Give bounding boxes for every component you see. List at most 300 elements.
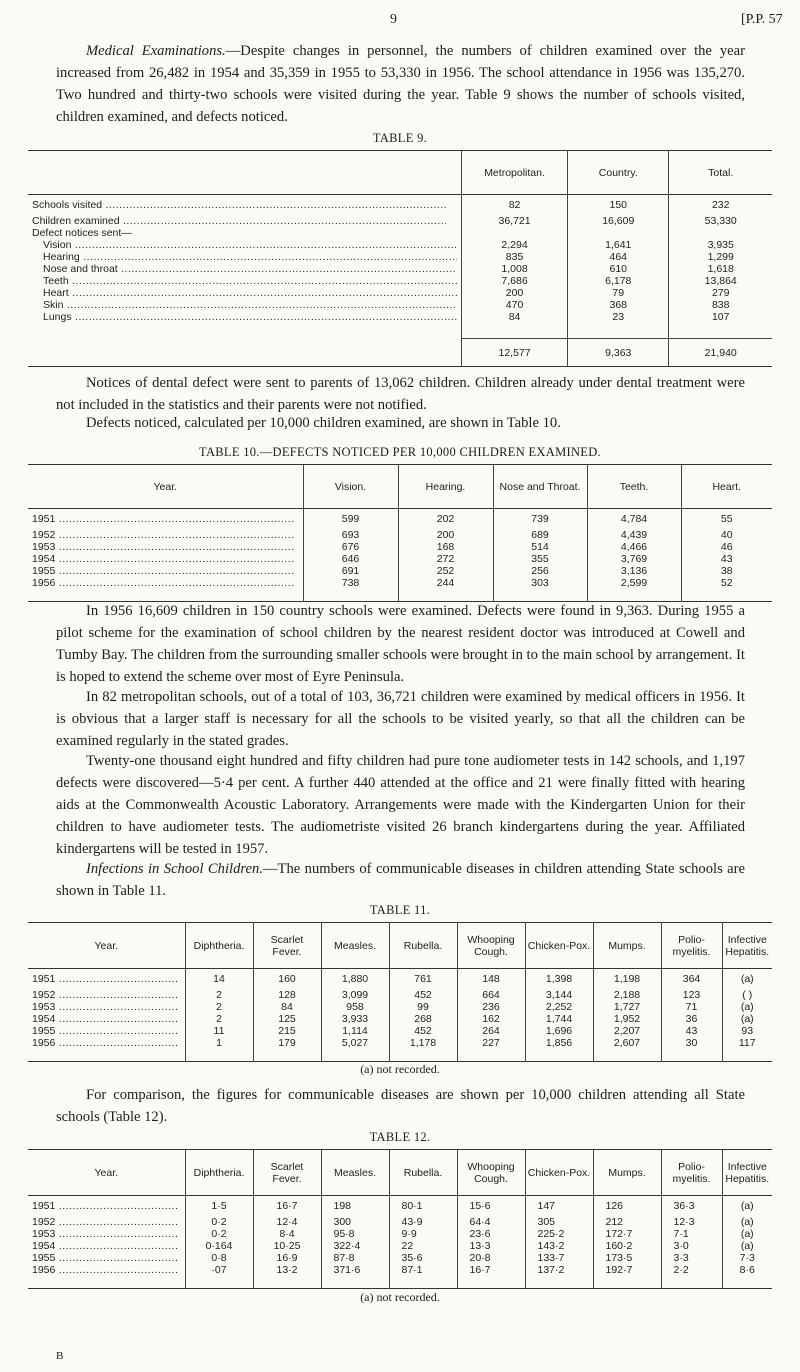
row-year: 1953 .....	[32, 541, 295, 553]
table-cell: 1,744	[525, 1013, 593, 1025]
table-cell: 64·4	[457, 1216, 525, 1228]
table-cell: 8·4	[253, 1228, 321, 1240]
row-label-text: Children examined .....	[32, 215, 446, 227]
row-year: 1953 .....	[32, 1228, 177, 1240]
table11-caption: TABLE 11.	[369, 903, 431, 917]
table-cell: 16,609	[568, 215, 669, 227]
row-label	[28, 299, 462, 311]
table-cell: 2,607	[593, 1037, 661, 1049]
row-label	[28, 1196, 185, 1216]
row-label	[28, 251, 462, 263]
table-row	[28, 1228, 772, 1240]
table-cell: 150	[568, 195, 669, 215]
table-cell: 117	[722, 1037, 772, 1049]
para-text: —Despite changes in personnel, the numbers of children examined over the year increased from 26,482 in 1954 and 35,359 in 1955 to 53,330 in 1956. The school attendance in 1956 was 135,270. Two hundred and thirty-two schools were visited during the year. Table 9 shows the number of schools visited, children examined, and defects noticed.	[56, 43, 746, 125]
row-label	[28, 1264, 185, 1276]
table-cell	[462, 227, 568, 239]
table-cell: 3,769	[587, 553, 681, 565]
para-text: Twenty-one thousand eight hundred and fifty children had pure tone audiometer tests in 142 schools, and 1,197 defects were discovered—5·4 per cent. A further 440 attended at the office and 21 were finally fitted with hearing aids at the Commonwealth Acoustic Laboratory. Arrangements were made with the Kindergarten Union for their children to have audiometer tests. The audiometriste visited 26 branch kindergartens during the year. Affiliated kindergartens will be tested in 1957.	[56, 753, 745, 857]
table12-header: Measles.	[321, 1150, 389, 1196]
spacer-cell	[321, 1276, 389, 1289]
table-cell: 35·6	[389, 1252, 457, 1264]
para-comparison	[56, 1084, 745, 1128]
table-cell: 36	[661, 1013, 722, 1025]
spacer-cell	[568, 323, 669, 339]
table-cell: 4,466	[587, 541, 681, 553]
table-cell: 99	[389, 1001, 457, 1013]
table-row	[28, 263, 772, 275]
table-cell: 470	[462, 299, 568, 311]
table11-header: Polio-myelitis.	[661, 923, 722, 969]
table-cell: 1,618	[669, 263, 772, 275]
table-cell: 11	[185, 1025, 253, 1037]
row-year: 1951 .....	[32, 513, 295, 525]
table-cell: 2,188	[593, 989, 661, 1001]
table12-header: Rubella.	[389, 1150, 457, 1196]
para-lead: Medical Examinations.	[86, 43, 226, 59]
table11-header: Year.	[94, 939, 119, 952]
table-cell: 1,952	[593, 1013, 661, 1025]
row-label	[28, 989, 185, 1001]
row-label-text: Hearing .....	[32, 251, 457, 263]
table-cell: 93	[722, 1025, 772, 1037]
spacer-row	[28, 1276, 772, 1289]
table-cell: 227	[457, 1037, 525, 1049]
totals-row	[28, 339, 772, 367]
table-cell: 322·4	[321, 1240, 389, 1252]
spacer-cell	[722, 1049, 772, 1062]
row-year: 1954 .....	[32, 1240, 177, 1252]
para-lead: Infections in School Children.	[86, 861, 263, 877]
table-cell: 236	[457, 1001, 525, 1013]
table-cell: 179	[253, 1037, 321, 1049]
spacer-cell	[457, 1049, 525, 1062]
table-cell: 2·2	[661, 1264, 722, 1276]
table-10	[28, 464, 772, 602]
table-12	[28, 1149, 772, 1289]
table-cell: 143·2	[525, 1240, 593, 1252]
table-cell: 2,207	[593, 1025, 661, 1037]
footer-mark: B	[56, 1350, 64, 1362]
table-cell: 738	[303, 577, 398, 589]
table11-header: Infective Hepatitis.	[722, 923, 772, 969]
totals-label-blank	[28, 339, 462, 367]
table-cell: 3,099	[321, 989, 389, 1001]
spacer-cell	[593, 1049, 661, 1062]
table-cell: 215	[253, 1025, 321, 1037]
table-cell: 16·9	[253, 1252, 321, 1264]
table-cell: 123	[661, 989, 722, 1001]
table-cell: 7·1	[661, 1228, 722, 1240]
table-cell: 52	[681, 577, 772, 589]
table11-header: Chicken-Pox.	[525, 923, 593, 969]
table9-header: Metropolitan.	[462, 151, 568, 195]
table-cell: 10·25	[253, 1240, 321, 1252]
table-cell: 7·3	[722, 1252, 772, 1264]
table-cell: 55	[681, 509, 772, 529]
row-label	[28, 1001, 185, 1013]
table-cell: 147	[525, 1196, 593, 1216]
page-number: 9	[390, 12, 397, 27]
table-cell: 610	[568, 263, 669, 275]
spacer-cell	[525, 1276, 593, 1289]
table10-header: Hearing.	[398, 465, 493, 509]
spacer-cell	[661, 1049, 722, 1062]
table9-header: Country.	[568, 151, 669, 195]
table-cell: 2,252	[525, 1001, 593, 1013]
table-cell: 0·2	[185, 1216, 253, 1228]
table-cell: 664	[457, 989, 525, 1001]
table-cell: 1,398	[525, 969, 593, 989]
table-cell: 8·6	[722, 1264, 772, 1276]
table-row	[28, 509, 772, 529]
table12-header: Chicken-Pox.	[525, 1150, 593, 1196]
table-cell: 0·2	[185, 1228, 253, 1240]
table12-header: Infective Hepatitis.	[722, 1150, 772, 1196]
para-text: Notices of dental defect were sent to parents of 13,062 children. Children already under dental treatment were not included in the statistics and their parents were not notified.	[56, 375, 745, 413]
table12-header: Whooping Cough.	[457, 1150, 525, 1196]
table-cell: 46	[681, 541, 772, 553]
table12-note: (a) not recorded.	[360, 1290, 440, 1304]
table-cell: 6,178	[568, 275, 669, 287]
para-audiometer	[56, 750, 745, 860]
table-cell: 87·1	[389, 1264, 457, 1276]
spacer-cell	[253, 1276, 321, 1289]
row-label	[28, 1037, 185, 1049]
spacer-cell	[661, 1276, 722, 1289]
row-label	[28, 263, 462, 275]
table-cell: 0·164	[185, 1240, 253, 1252]
table11-header: Scarlet Fever.	[253, 923, 321, 969]
table-cell: 168	[398, 541, 493, 553]
table-cell: (a)	[722, 969, 772, 989]
table12-header: Scarlet Fever.	[253, 1150, 321, 1196]
table-row	[28, 251, 772, 263]
table-row	[28, 227, 772, 239]
table-row	[28, 239, 772, 251]
spacer-cell	[185, 1276, 253, 1289]
table-cell: 835	[462, 251, 568, 263]
table-cell: 16·7	[253, 1196, 321, 1216]
table-row	[28, 529, 772, 541]
table-cell: 676	[303, 541, 398, 553]
row-year: 1955 .....	[32, 565, 295, 577]
spacer-cell	[457, 1276, 525, 1289]
row-label	[28, 1013, 185, 1025]
row-label	[28, 577, 303, 589]
para-text: For comparison, the figures for communicable diseases are shown per 10,000 children attending all State schools (Table 12).	[56, 1087, 745, 1125]
table-cell: 9·9	[389, 1228, 457, 1240]
row-year: 1952 .....	[32, 989, 177, 1001]
table-row	[28, 311, 772, 323]
spacer-cell	[525, 1049, 593, 1062]
table-cell: 1,727	[593, 1001, 661, 1013]
table11-header: Mumps.	[593, 923, 661, 969]
table-cell: 12·4	[253, 1216, 321, 1228]
table-cell: 192·7	[593, 1264, 661, 1276]
row-year: 1954 .....	[32, 1013, 177, 1025]
row-label	[28, 275, 462, 287]
row-label	[28, 553, 303, 565]
table-cell: (a)	[722, 1196, 772, 1216]
table-cell: 79	[568, 287, 669, 299]
table-cell: 38	[681, 565, 772, 577]
para-medical-examinations	[56, 40, 745, 128]
table11-header: Diphtheria.	[185, 923, 253, 969]
table-cell: 646	[303, 553, 398, 565]
para-dental	[56, 372, 745, 416]
table-row	[28, 299, 772, 311]
table-cell: 464	[568, 251, 669, 263]
table-cell: 23·6	[457, 1228, 525, 1240]
table-cell: 15·6	[457, 1196, 525, 1216]
table-cell: 36·3	[661, 1196, 722, 1216]
table-cell: 1,198	[593, 969, 661, 989]
row-year: 1953 .....	[32, 1001, 177, 1013]
table-row	[28, 195, 772, 215]
table-row	[28, 541, 772, 553]
row-label-text: Lungs .....	[32, 311, 457, 323]
table-cell: 264	[457, 1025, 525, 1037]
table12-header: Diphtheria.	[185, 1150, 253, 1196]
table-cell: (a)	[722, 1001, 772, 1013]
para-text: In 82 metropolitan schools, out of a total of 103, 36,721 children were examined by medical officers in 1956. It is obvious that a larger staff is necessary for all the schools to be visited yearly, so that all the children can be examined regularly in the stated grades.	[56, 689, 745, 749]
table-cell: 128	[253, 989, 321, 1001]
table-cell: 2	[185, 1013, 253, 1025]
row-label	[28, 215, 462, 227]
table-row	[28, 969, 772, 989]
table-cell: 279	[669, 287, 772, 299]
table-cell: 4,439	[587, 529, 681, 541]
table-cell: 268	[389, 1013, 457, 1025]
table-cell: 162	[457, 1013, 525, 1025]
table-cell: ( )	[722, 989, 772, 1001]
table-cell: 16·7	[457, 1264, 525, 1276]
table-cell: 14	[185, 969, 253, 989]
table-row	[28, 1264, 772, 1276]
row-year: 1955 .....	[32, 1252, 177, 1264]
spacer-row	[28, 323, 772, 339]
table10-header: Heart.	[681, 465, 772, 509]
row-label-text: Defect notices sent—	[32, 226, 132, 239]
row-label-text: Teeth .....	[32, 275, 457, 287]
table-cell: 30	[661, 1037, 722, 1049]
table-cell: 305	[525, 1216, 593, 1228]
table-cell: 1,880	[321, 969, 389, 989]
table-cell	[568, 227, 669, 239]
table-cell: 5,027	[321, 1037, 389, 1049]
table-cell: 212	[593, 1216, 661, 1228]
table9-caption: TABLE 9.	[372, 131, 428, 145]
row-year: 1956 .....	[32, 577, 295, 589]
para-text: —The numbers of communicable diseases in children attending State schools are shown in Table 11.	[56, 861, 745, 899]
table-cell: 87·8	[321, 1252, 389, 1264]
total-cell: 12,577	[462, 339, 568, 367]
table-cell: 126	[593, 1196, 661, 1216]
table-cell: 1·5	[185, 1196, 253, 1216]
table-row	[28, 1216, 772, 1228]
table9-header: Total.	[669, 151, 772, 195]
row-year: 1951 .....	[32, 1200, 177, 1212]
row-label	[28, 227, 462, 239]
table-row	[28, 1240, 772, 1252]
spacer-cell	[389, 1049, 457, 1062]
table-cell: 244	[398, 577, 493, 589]
table11-note: (a) not recorded.	[360, 1062, 440, 1076]
table10-header: Teeth.	[587, 465, 681, 509]
row-label	[28, 311, 462, 323]
table-cell: 599	[303, 509, 398, 529]
table-cell: 1,696	[525, 1025, 593, 1037]
table-row	[28, 215, 772, 227]
table-cell: 1	[185, 1037, 253, 1049]
table-cell: 3·0	[661, 1240, 722, 1252]
row-label	[28, 239, 462, 251]
table-cell: 958	[321, 1001, 389, 1013]
row-label	[28, 565, 303, 577]
table12-header: Polio-myelitis.	[661, 1150, 722, 1196]
table-cell: 36,721	[462, 215, 568, 227]
para-defects	[56, 412, 745, 434]
table-cell: 160	[253, 969, 321, 989]
table-cell: 1,641	[568, 239, 669, 251]
table9-header-blank	[28, 151, 462, 195]
table-cell: 3,935	[669, 239, 772, 251]
table-cell: 1,114	[321, 1025, 389, 1037]
row-year: 1952 .....	[32, 529, 295, 541]
table-cell: 1,008	[462, 263, 568, 275]
total-cell: 9,363	[568, 339, 669, 367]
table-row	[28, 287, 772, 299]
row-year: 1951 .....	[32, 973, 177, 985]
para-text: Defects noticed, calculated per 10,000 children examined, are shown in Table 10.	[86, 415, 561, 431]
table-cell: 7,686	[462, 275, 568, 287]
spacer-cell	[669, 323, 772, 339]
table-cell: 22	[389, 1240, 457, 1252]
para-text: In 1956 16,609 children in 150 country schools were examined. Defects were found in 9,363. During 1955 a pilot scheme for the examination of school children by the nearest resident doctor was introduced at Cowell and Tumby Bay. The children from the surrounding smaller schools were brought in to the main school by arrangement. It is hoped to extend the scheme over most of Eyre Peninsula.	[56, 603, 745, 685]
table-cell: 84	[253, 1001, 321, 1013]
row-year: 1956 .....	[32, 1264, 177, 1276]
table-cell: 3,144	[525, 989, 593, 1001]
table-cell: 82	[462, 195, 568, 215]
table-cell: 3·3	[661, 1252, 722, 1264]
table-cell: 739	[493, 509, 587, 529]
table11-header: Measles.	[321, 923, 389, 969]
spacer-cell	[722, 1276, 772, 1289]
table-cell: 232	[669, 195, 772, 215]
table-cell: 4,784	[587, 509, 681, 529]
table-cell: 43·9	[389, 1216, 457, 1228]
table-cell: 1,856	[525, 1037, 593, 1049]
table12-header: Year.	[94, 1166, 119, 1179]
table-cell: (a)	[722, 1240, 772, 1252]
table-cell: 160·2	[593, 1240, 661, 1252]
table-row	[28, 1025, 772, 1037]
table-cell: 40	[681, 529, 772, 541]
table-cell: 173·5	[593, 1252, 661, 1264]
spacer-row	[28, 1049, 772, 1062]
table-cell: 107	[669, 311, 772, 323]
table-cell: 148	[457, 969, 525, 989]
row-label-text: Skin .....	[32, 299, 457, 311]
table10-caption: TABLE 10.—DEFECTS NOTICED PER 10,000 CHILDREN EXAMINED.	[199, 445, 601, 459]
table-cell: 80·1	[389, 1196, 457, 1216]
spacer-cell	[28, 1276, 185, 1289]
spacer-cell	[185, 1049, 253, 1062]
table11-header: Whooping Cough.	[457, 923, 525, 969]
row-label	[28, 1252, 185, 1264]
table-cell: 252	[398, 565, 493, 577]
table-cell: ·07	[185, 1264, 253, 1276]
row-label	[28, 1216, 185, 1228]
table-row	[28, 989, 772, 1001]
table-cell: 200	[398, 529, 493, 541]
table10-header: Nose and Throat.	[493, 465, 587, 509]
row-year: 1952 .....	[32, 1216, 177, 1228]
row-label	[28, 509, 303, 529]
table-cell: (a)	[722, 1228, 772, 1240]
table-row	[28, 1037, 772, 1049]
table-cell: 300	[321, 1216, 389, 1228]
spacer-cell	[593, 1276, 661, 1289]
row-label	[28, 287, 462, 299]
spacer-cell	[28, 323, 462, 339]
table-cell: 693	[303, 529, 398, 541]
table-row	[28, 553, 772, 565]
table10-header: Year.	[153, 480, 178, 493]
table-cell: 2	[185, 989, 253, 1001]
table-cell: 125	[253, 1013, 321, 1025]
table-row	[28, 577, 772, 589]
table-cell: 3,136	[587, 565, 681, 577]
spacer-cell	[253, 1049, 321, 1062]
row-label	[28, 529, 303, 541]
table-cell: (a)	[722, 1216, 772, 1228]
table-row	[28, 275, 772, 287]
table-cell: 200	[462, 287, 568, 299]
table12-header: Mumps.	[593, 1150, 661, 1196]
paper-reference: [P.P. 57	[741, 12, 783, 27]
table-cell: 452	[389, 989, 457, 1001]
table-row	[28, 1196, 772, 1216]
table-cell: 137·2	[525, 1264, 593, 1276]
table-cell: 43	[661, 1025, 722, 1037]
table-cell: 1,178	[389, 1037, 457, 1049]
page-header	[0, 12, 800, 32]
row-label	[28, 1228, 185, 1240]
table10-header: Vision.	[303, 465, 398, 509]
spacer-cell	[462, 323, 568, 339]
table-cell: 452	[389, 1025, 457, 1037]
table-cell: 355	[493, 553, 587, 565]
table12-caption: TABLE 12.	[369, 1130, 431, 1144]
para-metropolitan-schools	[56, 686, 745, 752]
row-year: 1955 .....	[32, 1025, 177, 1037]
table-cell: 272	[398, 553, 493, 565]
table-11	[28, 922, 772, 1062]
table-cell: 20·8	[457, 1252, 525, 1264]
table-cell: 202	[398, 509, 493, 529]
table-cell: 364	[661, 969, 722, 989]
table-cell	[669, 227, 772, 239]
table-cell: 838	[669, 299, 772, 311]
table-cell: 95·8	[321, 1228, 389, 1240]
table-cell: 0·8	[185, 1252, 253, 1264]
para-infections	[56, 858, 745, 902]
table-row	[28, 1013, 772, 1025]
row-label	[28, 969, 185, 989]
row-year: 1954 .....	[32, 553, 295, 565]
